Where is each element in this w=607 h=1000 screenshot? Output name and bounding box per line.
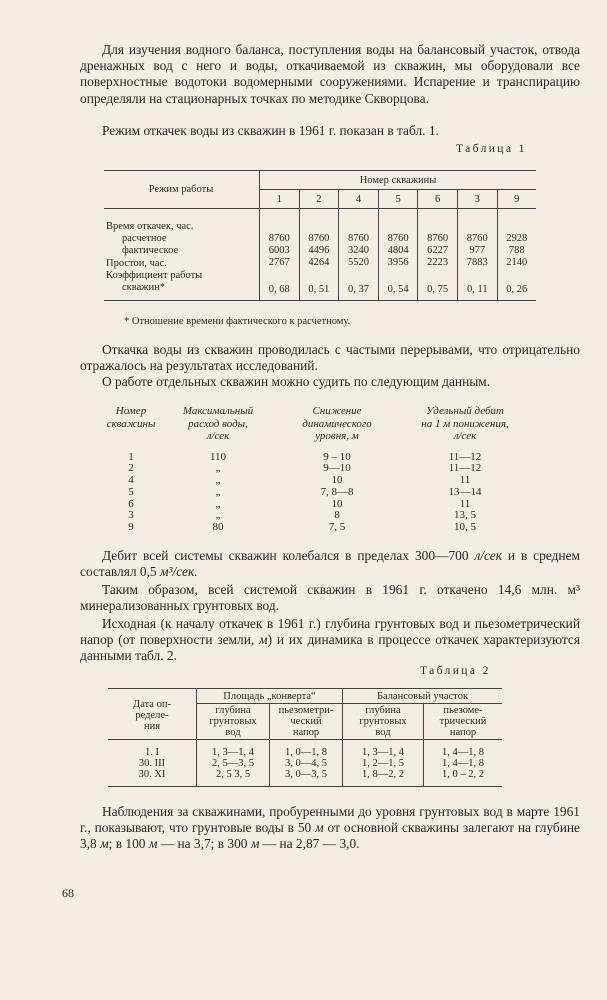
table2-header-date: Дата оп- ределе- ния (108, 689, 197, 740)
list-item: 4 „ 10 11 (128, 474, 471, 487)
table1-well-5: 5 (378, 190, 418, 209)
table2-dates: 1. I 30. III 30. XI (108, 740, 197, 787)
table1-col-9: 2928 788 2140 0, 26 (497, 209, 536, 301)
table1-footnote: * Отношение времени фактического к расчетному. (124, 316, 351, 327)
list-item: 6 „ 10 11 (128, 497, 471, 510)
paragraph-system-flow: Дебит всей системы скважин колебался в пределах 300—700 л/сек и в среднем составлял 0,5 м³/сек. (80, 548, 580, 580)
table1-header-mode: Режим работы (104, 171, 260, 209)
table1-header-group: Номер скважины (260, 171, 537, 190)
table1-well-6: 6 (418, 190, 458, 209)
wells-list-header: Номер скважины Максимальный расход воды, л/сек Снижение динамического уровня, м Удельный дебит на 1 м понижения, л/сек (106, 405, 509, 442)
table2-env-depth: 1, 3—1, 4 2, 5—3, 5 2, 5 3, 5 (197, 740, 270, 787)
table1-col-6: 8760 6227 2223 0, 75 (418, 209, 458, 301)
table1-well-2: 2 (299, 190, 339, 209)
table2-env-piezo: 1, 0—1, 8 3, 0—4, 5 3, 0—3, 5 (270, 740, 343, 787)
table2-header-bal-depth: глубина грунтовых вод (343, 704, 424, 740)
table2-bal-depth: 1, 3—1, 4 1, 2—1, 5 1, 8—2, 2 (343, 740, 424, 787)
list-item: 1 110 9 – 10 11—12 (128, 450, 482, 463)
paragraph-individual-wells: О работе отдельных скважин можно судить по следующим данным. (102, 374, 491, 389)
table1-caption: Таблица 1 (456, 143, 527, 155)
table1-col-3: 8760 977 7883 0, 11 (457, 209, 497, 301)
table2-header-bal-piezo: пьезоме- трический напор (424, 704, 503, 740)
table2-caption: Таблица 2 (420, 665, 491, 677)
table1 (104, 170, 536, 301)
table2-bal-piezo: 1, 4—1, 8 1, 4—1, 8 1, 0 – 2, 2 (424, 740, 503, 787)
page-number: 68 (62, 886, 74, 900)
paragraph-interruptions: Откачка воды из скважин проводилась с частыми перерывами, что отрицательно отражалось на результатах исследований. (80, 342, 580, 374)
paragraph-water-balance: Для изучения водного баланса, поступления воды на балансовый участок, отвода дренажных вод с него и воды, откачиваемой из скважин, мы оборудовали все поверхностные водотоки водомерными сооружениями. Испарение и транспирацию определяли на стационарных точках по методике Скворцова. (80, 42, 580, 106)
paragraph-pumping-regime: Режим откачек воды из скважин в 1961 г. показан в табл. 1. (102, 123, 439, 138)
table2 (108, 688, 502, 787)
table2-header-env-piezo: пьезометри- ческий напор (270, 704, 343, 740)
paragraph-observations: Наблюдения за скважинами, пробуренными до уровня грунтовых вод в марте 1961 г., показывают, что грунтовые воды в 50 м от основной скважины залегают на глубине 3,8 м; в 100 м — на 3,7; в 300 м — на 2,87 — 3,0. (80, 804, 580, 852)
table1-well-9: 9 (497, 190, 536, 209)
list-item: 3 „ 8 13, 5 (128, 509, 476, 522)
table1-well-3: 3 (457, 190, 497, 209)
wells-list (104, 405, 534, 534)
table2-header-env-depth: глубина грунтовых вод (197, 704, 270, 740)
table1-well-1: 1 (260, 190, 300, 209)
paragraph-initial-depth: Исходная (к началу откачек в 1961 г.) глубина грунтовых вод и пьезометрический напор (от поверхности земли, м) и их динамика в процессе откачек характеризуются данными табл. 2. (80, 616, 580, 664)
table1-col-2: 8760 4496 4264 0, 51 (299, 209, 339, 301)
paragraph-total-pumped: Таким образом, всей системой скважин в 1961 г. откачено 14,6 млн. м³ минерализованных грунтовых вод. (80, 582, 580, 614)
table2-header-balance: Балансовый участок (343, 689, 503, 704)
table1-well-4: 4 (339, 190, 379, 209)
table1-col-5: 8760 4804 3956 0, 54 (378, 209, 418, 301)
list-item: 9 80 7, 5 10, 5 (128, 521, 476, 534)
table1-col-1: 8760 6003 2767 0, 68 (260, 209, 300, 301)
table2-header-envelope: Площадь „конверта“ (197, 689, 343, 704)
table1-col-4: 8760 3240 5520 0, 37 (339, 209, 379, 301)
table1-labels: Время откачек, час. расчетное фактическое Простои, час. Коэффициент работы скважин* (104, 209, 260, 301)
list-item: 2 „ 9—10 11—12 (128, 462, 482, 475)
list-item: 5 „ 7, 8—8 13—14 (128, 485, 482, 498)
